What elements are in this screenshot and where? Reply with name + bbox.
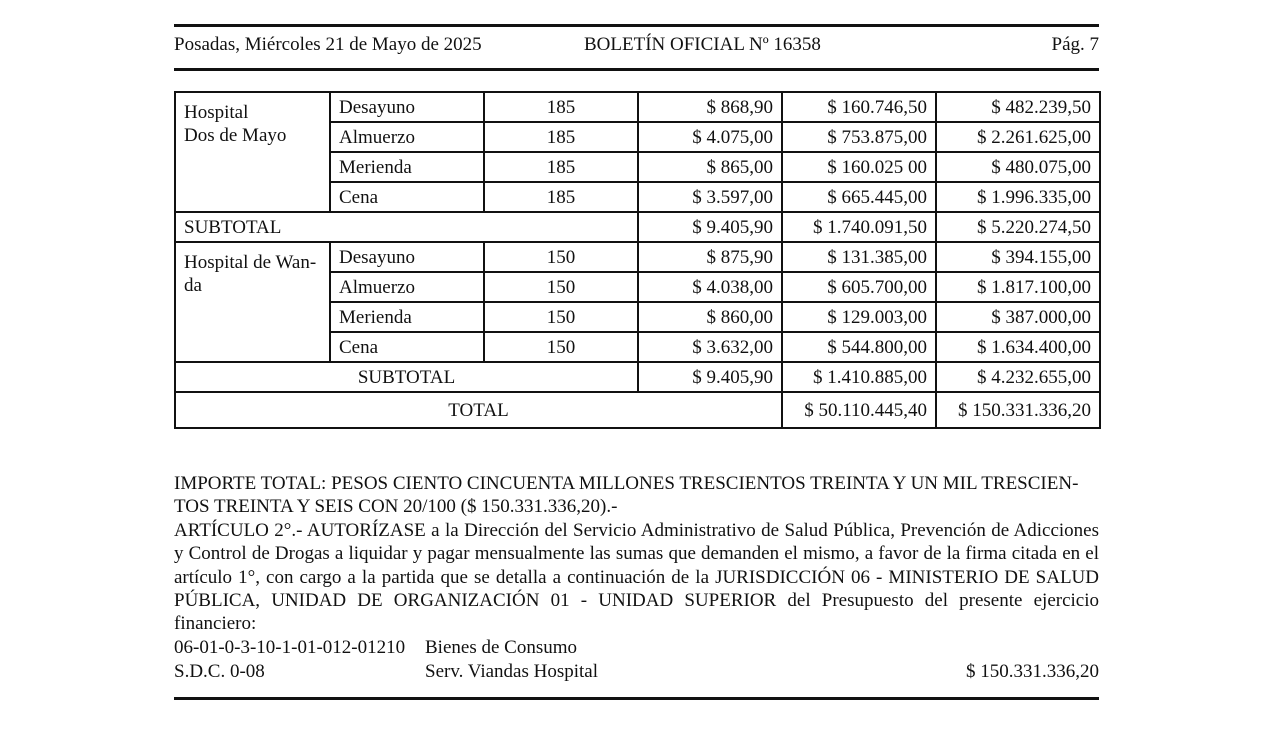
total-monthly-cell: $ 50.110.445,40 <box>782 392 936 428</box>
footer-rule <box>174 697 1099 700</box>
meal-cell: Cena <box>330 182 484 212</box>
total-amount-cell: $ 387.000,00 <box>936 302 1100 332</box>
body-text <box>174 472 1099 636</box>
quantity-cell: 150 <box>484 302 638 332</box>
meal-cell: Desayuno <box>330 242 484 272</box>
budget-table <box>174 91 1101 429</box>
unit-price-cell: $ 4.075,00 <box>638 122 782 152</box>
total-amount-cell: $ 480.075,00 <box>936 152 1100 182</box>
meal-cell: Desayuno <box>330 92 484 122</box>
quantity-cell: 185 <box>484 182 638 212</box>
quantity-cell: 185 <box>484 122 638 152</box>
monthly-amount-cell: $ 665.445,00 <box>782 182 936 212</box>
subtotal-row <box>175 362 1100 392</box>
subtotal-row <box>175 212 1100 242</box>
monthly-amount-cell: $ 605.700,00 <box>782 272 936 302</box>
monthly-amount-cell: $ 753.875,00 <box>782 122 936 152</box>
allocation-description: Serv. Viandas Hospital <box>425 661 599 682</box>
total-amount-cell: $ 482.239,50 <box>936 92 1100 122</box>
allocation-description: Bienes de Consumo <box>425 637 577 658</box>
quantity-cell: 185 <box>484 152 638 182</box>
meal-cell: Almuerzo <box>330 272 484 302</box>
subtotal-label: SUBTOTAL <box>175 362 638 392</box>
hospital-name-cell: Hospital Dos de Mayo <box>175 92 330 212</box>
meal-cell: Merienda <box>330 302 484 332</box>
subtotal-label: SUBTOTAL <box>175 212 638 242</box>
subtotal-total-cell: $ 5.220.274,50 <box>936 212 1100 242</box>
header-top-rule <box>174 24 1099 27</box>
subtotal-monthly-cell: $ 1.410.885,00 <box>782 362 936 392</box>
table-row <box>175 242 1100 272</box>
unit-price-cell: $ 4.038,00 <box>638 272 782 302</box>
header-bottom-rule <box>174 68 1099 71</box>
total-label: TOTAL <box>175 392 782 428</box>
quantity-cell: 150 <box>484 332 638 362</box>
header-page-number: Pág. 7 <box>1051 34 1099 55</box>
subtotal-monthly-cell: $ 1.740.091,50 <box>782 212 936 242</box>
monthly-amount-cell: $ 131.385,00 <box>782 242 936 272</box>
articulo-2-paragraph: ARTÍCULO 2°.- AUTORÍZASE a la Dirección del Servicio Administrativo de Salud Pública, Prevención de Adicciones y Control de Drogas a liquidar y pagar mensualmente las sumas que demanden el mismo, a favor de la firma citada en el artículo 1°, con cargo a la partida que se detalla a continuación de la JURISDICCIÓN 06 - MINISTERIO DE SALUD PÚBLICA, UNIDAD DE ORGANIZACIÓN 01 - UNIDAD SUPERIOR del Presupuesto del presente ejercicio financiero: <box>174 519 1099 635</box>
quantity-cell: 185 <box>484 92 638 122</box>
total-amount-cell: $ 1.634.400,00 <box>936 332 1100 362</box>
subtotal-unit-cell: $ 9.405,90 <box>638 212 782 242</box>
meal-cell: Almuerzo <box>330 122 484 152</box>
importe-total-paragraph: IMPORTE TOTAL: PESOS CIENTO CINCUENTA MILLONES TRESCIENTOS TREINTA Y UN MIL TRESCIEN- TOS TREINTA Y SEIS CON 20/100 ($ 150.331.336,20).- <box>174 473 1079 518</box>
unit-price-cell: $ 875,90 <box>638 242 782 272</box>
allocation-row <box>174 660 1099 684</box>
subtotal-unit-cell: $ 9.405,90 <box>638 362 782 392</box>
meal-cell: Merienda <box>330 152 484 182</box>
total-amount-cell: $ 1.817.100,00 <box>936 272 1100 302</box>
quantity-cell: 150 <box>484 272 638 302</box>
unit-price-cell: $ 860,00 <box>638 302 782 332</box>
allocation-code: 06-01-0-3-10-1-01-012-01210 <box>174 637 406 658</box>
grand-total-cell: $ 150.331.336,20 <box>936 392 1100 428</box>
unit-price-cell: $ 3.597,00 <box>638 182 782 212</box>
allocation-row <box>174 636 1099 660</box>
meal-cell: Cena <box>330 332 484 362</box>
header-publication: BOLETÍN OFICIAL Nº 16358 <box>584 34 821 55</box>
header-place-date: Posadas, Miércoles 21 de Mayo de 2025 <box>174 34 482 55</box>
allocation-code: S.D.C. 0-08 <box>174 661 265 682</box>
subtotal-total-cell: $ 4.232.655,00 <box>936 362 1100 392</box>
total-row <box>175 392 1100 428</box>
monthly-amount-cell: $ 129.003,00 <box>782 302 936 332</box>
monthly-amount-cell: $ 160.746,50 <box>782 92 936 122</box>
table-row <box>175 92 1100 122</box>
quantity-cell: 150 <box>484 242 638 272</box>
hospital-name-cell: Hospital de Wan- da <box>175 242 330 362</box>
allocation-amount: $ 150.331.336,20 <box>966 661 1099 682</box>
monthly-amount-cell: $ 544.800,00 <box>782 332 936 362</box>
total-amount-cell: $ 1.996.335,00 <box>936 182 1100 212</box>
unit-price-cell: $ 865,00 <box>638 152 782 182</box>
unit-price-cell: $ 3.632,00 <box>638 332 782 362</box>
unit-price-cell: $ 868,90 <box>638 92 782 122</box>
monthly-amount-cell: $ 160.025 00 <box>782 152 936 182</box>
total-amount-cell: $ 2.261.625,00 <box>936 122 1100 152</box>
total-amount-cell: $ 394.155,00 <box>936 242 1100 272</box>
